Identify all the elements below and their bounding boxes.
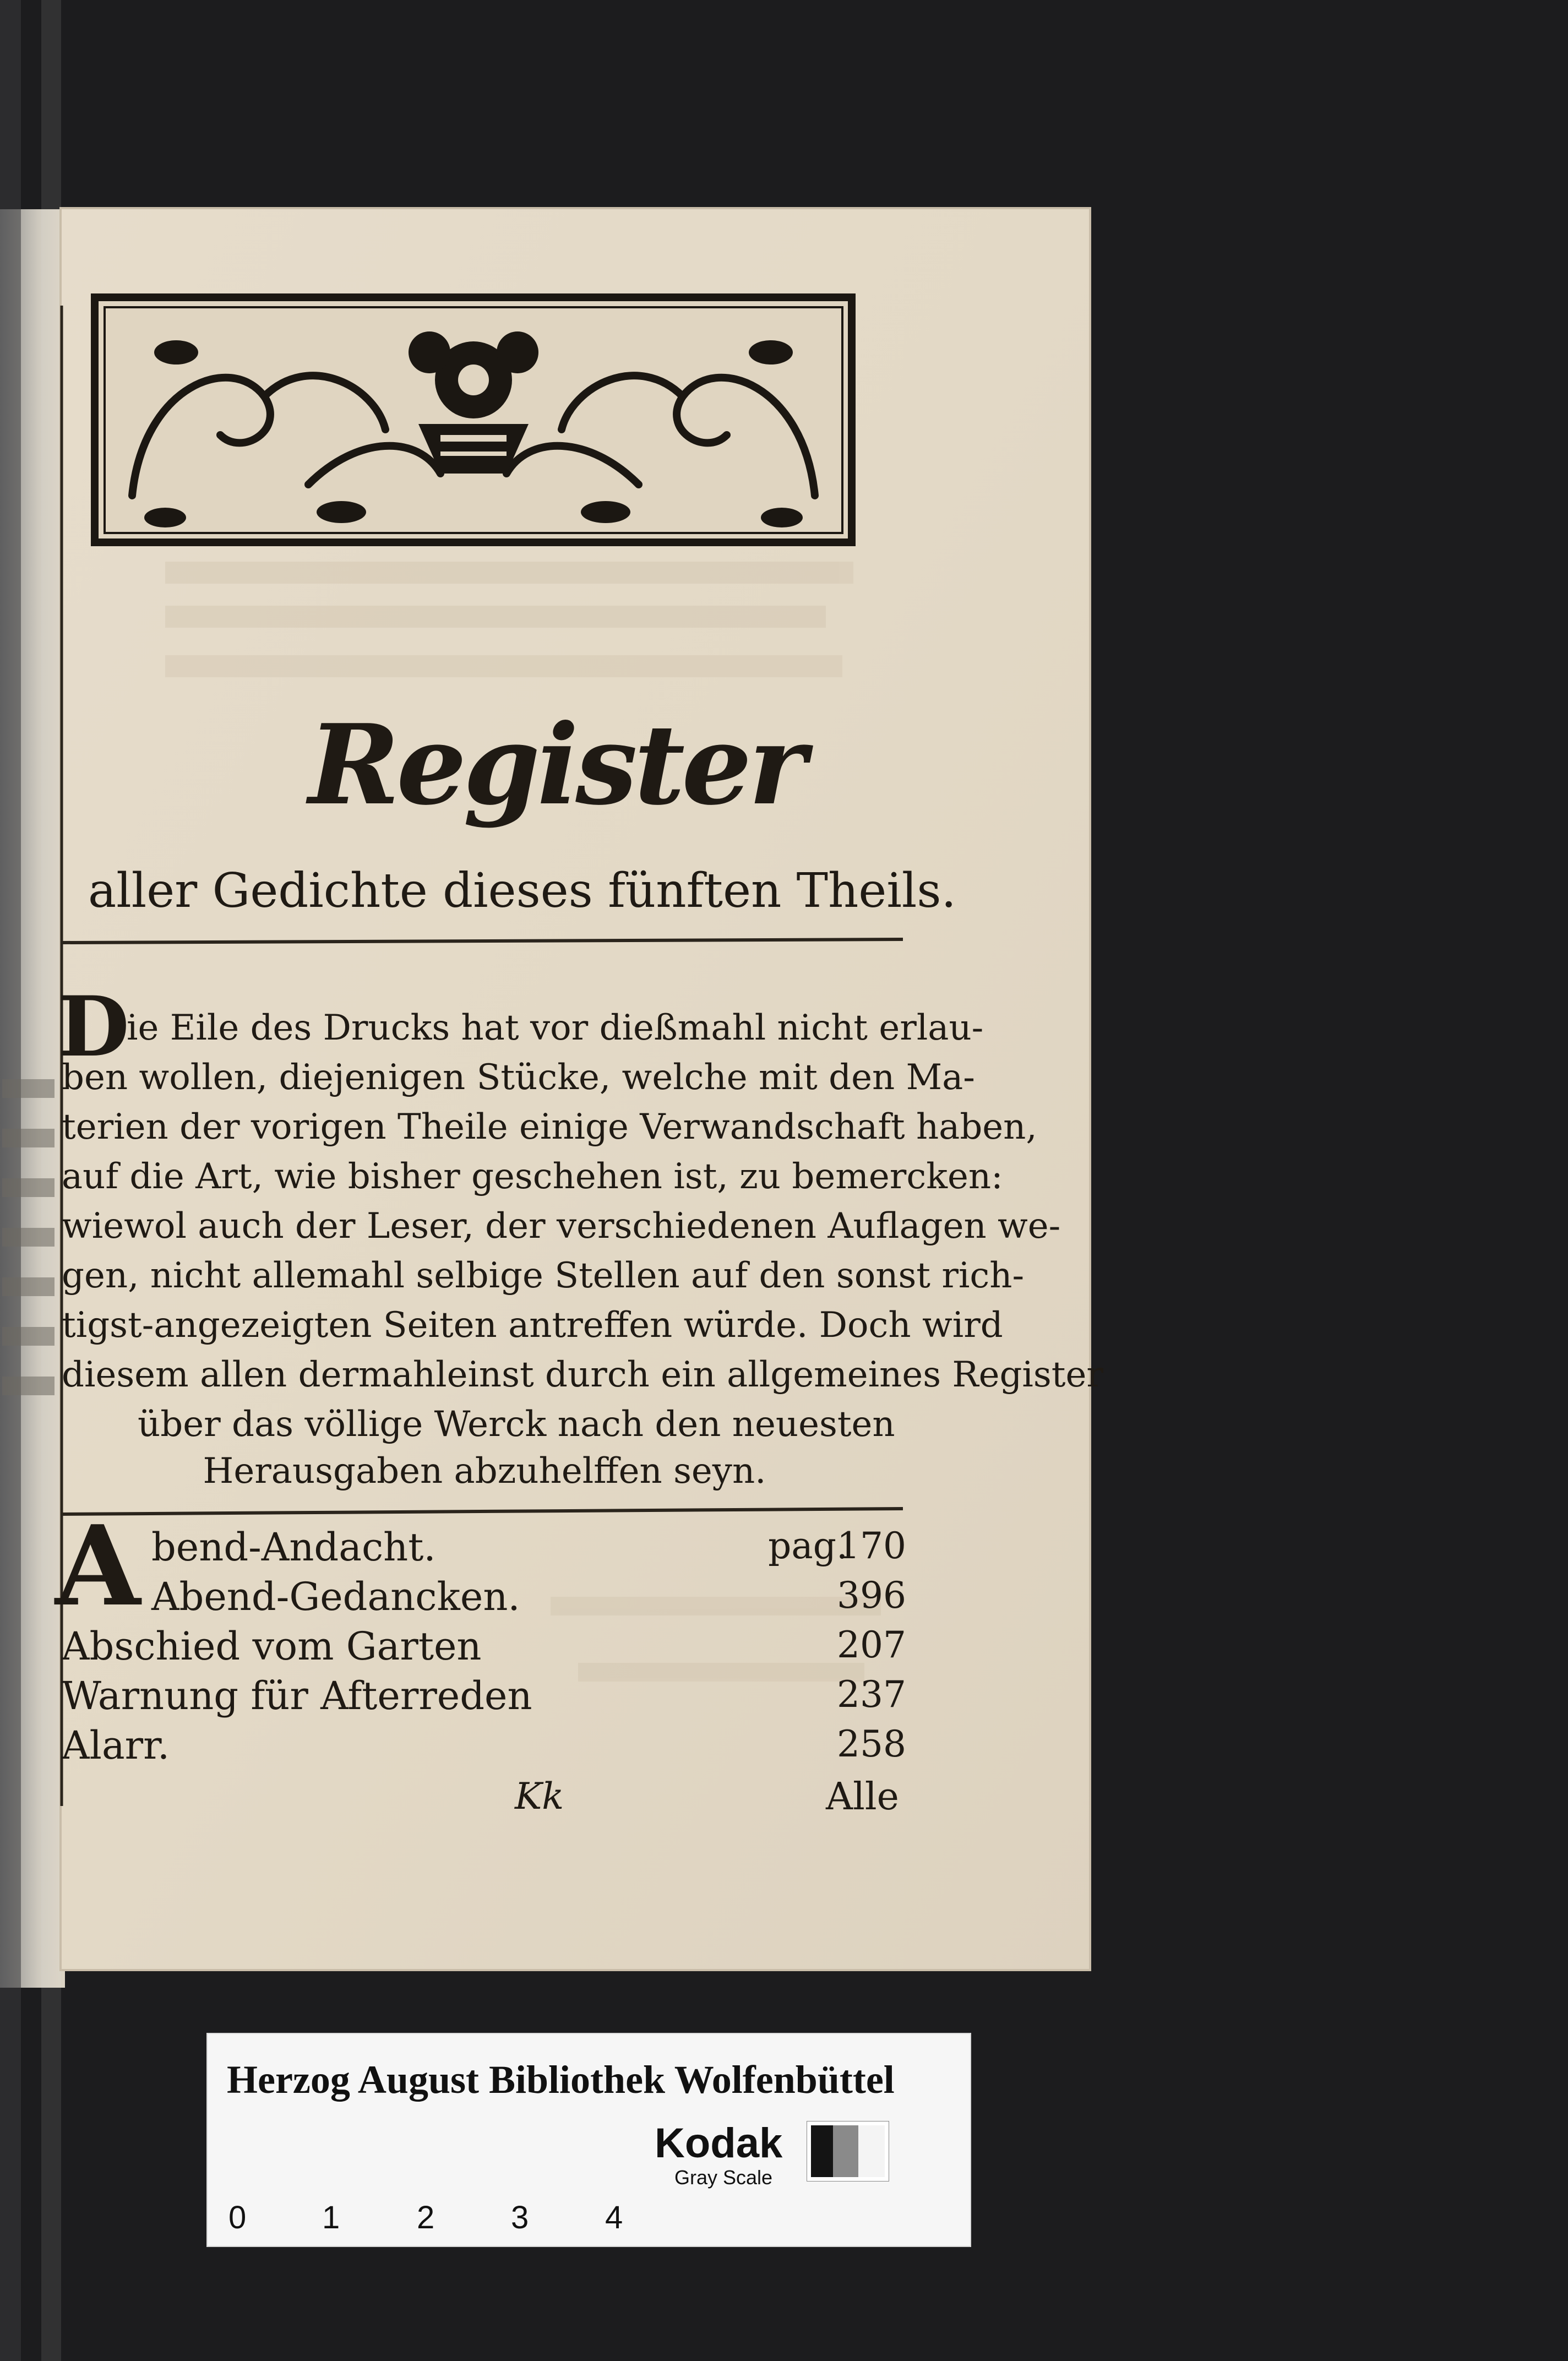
ruler-number: 2	[417, 2200, 435, 2235]
entries-drop-cap: A	[55, 1502, 141, 1631]
entry-title: bend-Andacht.	[151, 1525, 436, 1570]
register-entry	[55, 1624, 914, 1677]
entry-page: 170	[837, 1525, 906, 1567]
entry-title: Warnung für Afterreden	[62, 1673, 532, 1718]
intro-line: auf die Art, wie bisher geschehen ist, zu bemercken:	[62, 1156, 1003, 1197]
entry-page: 258	[837, 1723, 906, 1765]
register-entry	[55, 1574, 914, 1627]
ruler-number: 3	[511, 2200, 529, 2235]
entry-title: Abend-Gedancken.	[151, 1574, 520, 1619]
ruler-number: 1	[322, 2200, 340, 2235]
entry-page: 207	[837, 1624, 906, 1666]
library-name: Herzog August Bibliothek Wolfenbüttel	[227, 2058, 895, 2102]
ornament-headpiece	[95, 297, 852, 542]
intro-line: ben wollen, diejenigen Stücke, welche mit den Ma-	[62, 1057, 975, 1098]
register-entry	[55, 1723, 914, 1776]
ruler-number: 4	[605, 2200, 623, 2235]
intro-line: tigst-angezeigten Seiten antreffen würde. Doch wird	[62, 1305, 1003, 1346]
ruler-number: 0	[228, 2200, 247, 2235]
register-entry	[55, 1673, 914, 1726]
intro-line: Herausgaben abzuhelffen seyn.	[203, 1451, 766, 1492]
intro-line: terien der vorigen Theile einige Verwandschaft haben,	[62, 1107, 1037, 1147]
kodak-logo: Kodak	[655, 2120, 783, 2167]
page-label: pag.	[768, 1525, 848, 1567]
signature-mark: Kk	[515, 1775, 564, 1818]
entry-title: Alarr.	[62, 1723, 170, 1768]
intro-line: gen, nicht allemahl selbige Stellen auf den sonst rich-	[62, 1255, 1025, 1296]
entry-title: Abschied vom Garten	[62, 1624, 482, 1669]
intro-line: ie Eile des Drucks hat vor dießmahl nicht erlau-	[127, 1008, 984, 1048]
page-title: Register	[308, 700, 803, 830]
entry-page: 396	[837, 1574, 906, 1617]
catchword: Alle	[826, 1775, 899, 1819]
gray-scale-label: Gray Scale	[674, 2166, 773, 2189]
intro-line: über das völlige Werck nach den neuesten	[138, 1404, 895, 1445]
intro-line: wiewol auch der Leser, der verschiedenen Auflagen we-	[62, 1206, 1061, 1247]
entry-page: 237	[837, 1673, 906, 1716]
gray-scale-patches	[807, 2121, 889, 2182]
intro-drop-cap: D	[58, 978, 130, 1075]
intro-line: diesem allen dermahleinst durch ein allgemeines Register	[62, 1354, 1103, 1395]
page-subtitle: aller Gedichte dieses fünften Theils.	[88, 863, 956, 918]
library-scale-strip	[206, 2033, 971, 2247]
register-entry	[55, 1525, 914, 1577]
